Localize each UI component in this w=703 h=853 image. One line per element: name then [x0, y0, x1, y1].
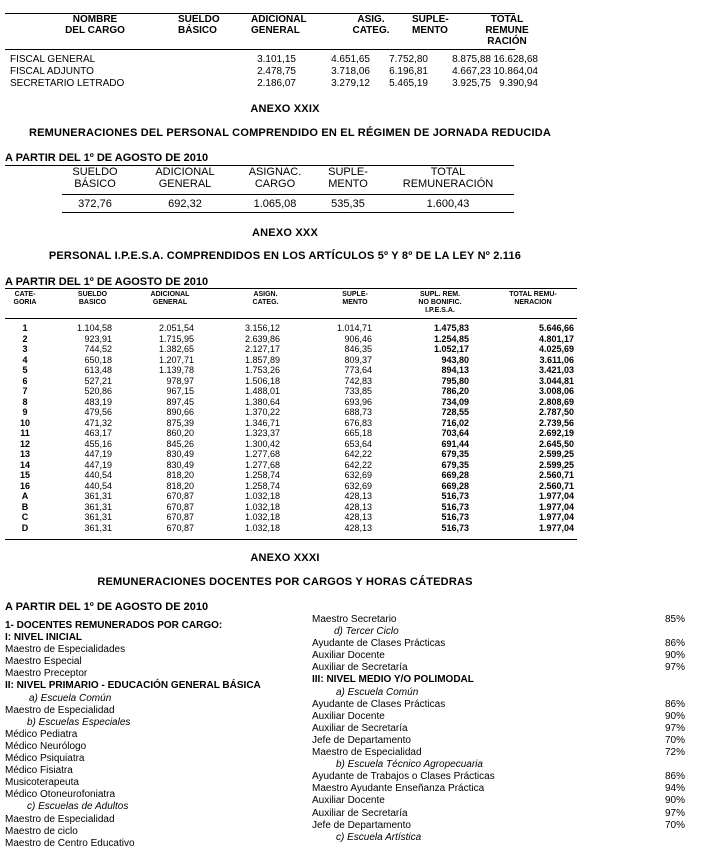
anexo31-right-item-label: Auxiliar Docente [312, 710, 385, 722]
anexo30-cell-value: 632,69 [344, 470, 372, 480]
anexo30-cell-categoria: 6 [22, 375, 28, 386]
anexo29-header-sueldo: SUELDO BÁSICO [72, 166, 118, 190]
anexo29-header-total: TOTAL REMUNERACIÓN [402, 166, 494, 190]
anexo30-cell-value: 2.645,50 [538, 438, 574, 449]
anexo30-header-rule [5, 318, 577, 319]
anexo30-row [0, 439, 580, 449]
anexo31-right-item-percent: 85% [664, 614, 685, 625]
anexo30-row [0, 460, 580, 470]
anexo30-cell-value: 1.207,71 [158, 354, 194, 365]
anexo30-cell-value: 613,48 [84, 365, 112, 375]
anexo31-right-item-label: Auxiliar de Secretaría [312, 662, 408, 674]
anexo30-cell-categoria: 2 [22, 333, 28, 344]
anexo30-cell-value: 670,87 [166, 491, 194, 501]
table1-cell-value: 3.718,06 [331, 66, 370, 77]
anexo31-left-item: Maestro Especial [5, 656, 82, 668]
anexo30-cell-value: 516,73 [441, 491, 469, 501]
table1-cell-value: 5.465,19 [389, 78, 428, 89]
anexo30-cell-value: 1.032,18 [244, 512, 280, 522]
anexo31-left-item: b) Escuelas Especiales [27, 716, 131, 728]
anexo30-row [0, 323, 580, 333]
anexo30-cell-value: 809,37 [344, 354, 372, 365]
anexo29-header-rule [62, 194, 514, 195]
anexo30-from: A PARTIR DEL 1º DE AGOSTO DE 2010 [5, 276, 209, 288]
anexo30-cell-value: 670,87 [166, 512, 194, 522]
anexo31-right-item-percent: 90% [664, 650, 685, 662]
anexo31-right-item [312, 650, 692, 662]
anexo30-cell-value: 923,91 [84, 333, 112, 344]
anexo30-row [0, 470, 580, 480]
anexo31-right-item [312, 783, 692, 795]
anexo31-right-item [312, 820, 692, 832]
anexo30-cell-value: 1.977,04 [538, 512, 574, 522]
anexo30-cell-value: 520,86 [84, 386, 112, 396]
anexo30-row [0, 334, 580, 344]
anexo31-left-list [5, 620, 305, 850]
anexo30-cell-value: 846,35 [344, 344, 372, 354]
anexo30-row [0, 491, 580, 501]
anexo29-value-asignac: 1.065,08 [253, 198, 297, 210]
anexo31-right-item-percent: 86% [664, 771, 685, 783]
anexo31-right-list [312, 614, 692, 844]
anexo30-cell-value: 463,17 [84, 428, 112, 438]
anexo30-cell-value: 2.560,71 [538, 480, 574, 491]
anexo30-cell-categoria: C [21, 512, 29, 522]
anexo30-cell-categoria: 14 [19, 459, 30, 470]
table1-cell-value: 16.628,68 [493, 54, 538, 65]
anexo30-row [0, 523, 580, 533]
anexo30-cell-value: 1.753,26 [244, 365, 280, 375]
anexo30-cell-categoria: 7 [22, 386, 28, 396]
anexo30-cell-value: 632,69 [344, 480, 372, 491]
anexo31-right-item [312, 699, 692, 711]
anexo30-cell-value: 728,55 [441, 407, 469, 417]
anexo30-cell-value: 471,32 [84, 417, 112, 428]
anexo30-header-asign: ASIGN. CATEG. [252, 291, 279, 306]
anexo30-cell-value: 679,35 [441, 459, 469, 470]
anexo30-cell-value: 1.032,18 [244, 491, 280, 501]
anexo30-cell-categoria: 13 [19, 449, 30, 459]
anexo29-value-adicional: 692,32 [168, 198, 202, 210]
anexo29-from: A PARTIR DEL 1º DE AGOSTO DE 2010 [5, 152, 209, 164]
anexo29-bottom-rule [62, 212, 514, 213]
anexo31-right-item-label: Maestro Secretario [312, 614, 397, 625]
anexo31-title: ANEXO XXXI [250, 552, 320, 564]
anexo30-cell-value: 1.258,74 [244, 480, 280, 491]
anexo30-cell-value: 2.787,50 [538, 407, 574, 417]
anexo31-right-item [312, 747, 692, 759]
anexo31-right-item-label: Auxiliar de Secretaría [312, 722, 408, 734]
anexo30-cell-value: 860,20 [166, 428, 194, 438]
anexo31-right-item [312, 711, 692, 723]
anexo30-row [0, 386, 580, 396]
anexo30-cell-value: 3.156,12 [244, 323, 280, 333]
anexo30-row [0, 428, 580, 438]
anexo30-cell-value: 890,66 [166, 407, 194, 417]
anexo31-left-item: Maestro de Especialidades [5, 644, 126, 656]
anexo31-right-item-percent: 94% [664, 783, 685, 795]
anexo30-top-rule [5, 288, 577, 289]
anexo30-cell-value: 1.346,71 [244, 417, 280, 428]
anexo30-cell-value: 679,35 [441, 449, 469, 459]
anexo30-cell-value: 3.611,06 [539, 354, 574, 365]
table1-cell-cargo: FISCAL ADJUNTO [10, 66, 94, 77]
anexo30-cell-value: 894,13 [441, 365, 469, 375]
anexo30-header-categoria: CATE- GORIA [13, 291, 37, 306]
anexo30-cell-value: 875,39 [166, 417, 194, 428]
table1-cell-value: 3.279,12 [331, 78, 370, 89]
anexo29-header-suplemento: SUPLE- MENTO [328, 166, 368, 190]
anexo31-right-item-percent: 97% [664, 807, 685, 819]
table1-cell-value: 2.478,75 [257, 66, 296, 77]
table1-cell-value: 9.390,94 [499, 78, 538, 89]
anexo31-left-item: I: NIVEL INICIAL [5, 632, 83, 644]
anexo30-cell-value: 516,73 [441, 501, 469, 512]
anexo30-cell-value: 447,19 [84, 459, 112, 470]
anexo30-cell-value: 1.977,04 [538, 522, 574, 533]
anexo31-left-item: Maestro de Especialidad [5, 813, 115, 825]
anexo31-right-item [312, 808, 692, 820]
anexo30-row [0, 481, 580, 491]
anexo30-cell-categoria: 8 [22, 396, 28, 407]
anexo31-right-item [312, 832, 692, 844]
anexo30-cell-value: 361,31 [84, 522, 112, 533]
table1 [0, 0, 560, 100]
anexo31-from: A PARTIR DEL 1º DE AGOSTO DE 2010 [5, 601, 209, 613]
anexo30-row [0, 418, 580, 428]
anexo30-cell-value: 527,21 [84, 375, 112, 386]
anexo30-cell-value: 2.560,71 [538, 470, 574, 480]
table1-cell-value: 3.925,75 [452, 78, 491, 89]
anexo31-right-item [312, 662, 692, 674]
anexo30-cell-value: 428,13 [344, 491, 372, 501]
anexo30-cell-value: 786,20 [441, 386, 469, 396]
anexo30-cell-categoria: 3 [22, 344, 28, 354]
anexo30-cell-value: 669,28 [441, 470, 469, 480]
anexo29-header-asignac: ASIGNAC. CARGO [248, 166, 302, 190]
table1-cell-value: 3.101,15 [257, 54, 296, 65]
anexo31-right-item-label: Ayudante de Clases Prácticas [312, 638, 446, 650]
anexo30-header-supl-rem: SUPL. REM. NO BONIFIC. I.P.E.S.A. [418, 291, 462, 314]
anexo31-left-item: Médico Psiquiatra [5, 753, 85, 765]
anexo30-cell-value: 4.025,69 [538, 344, 574, 354]
anexo30-cell-value: 1.258,74 [244, 470, 280, 480]
anexo30-cell-value: 1.300,42 [244, 438, 280, 449]
anexo30-cell-categoria: D [21, 522, 29, 533]
anexo30-cell-value: 1.857,89 [244, 354, 280, 365]
anexo30-row [0, 397, 580, 407]
anexo30-cell-categoria: 1 [22, 323, 28, 333]
anexo30-cell-value: 1.139,78 [158, 365, 194, 375]
anexo31-left-item: II: NIVEL PRIMARIO - EDUCACIÓN GENERAL BÁSICA [5, 680, 261, 692]
anexo30-cell-value: 1.370,22 [244, 407, 280, 417]
anexo30-cell-value: 650,18 [84, 354, 112, 365]
anexo31-right-item [312, 614, 692, 626]
anexo31-right-item-label: Auxiliar Docente [312, 650, 385, 662]
anexo31-right-item-label: Ayudante de Trabajos o Clases Prácticas [312, 771, 495, 783]
anexo30-cell-value: 428,13 [344, 512, 372, 522]
anexo30-cell-value: 2.739,56 [538, 417, 574, 428]
anexo30-cell-value: 703,64 [441, 428, 469, 438]
anexo30-cell-value: 1.014,71 [336, 323, 372, 333]
anexo30-cell-value: 693,96 [344, 396, 372, 407]
table1-cell-cargo: SECRETARIO LETRADO [10, 78, 125, 89]
anexo31-right-item-percent: 97% [664, 662, 685, 674]
anexo31-right-item-percent: 70% [664, 734, 685, 746]
anexo30-cell-value: 1.977,04 [538, 491, 574, 501]
table1-cell-value: 2.186,07 [257, 78, 296, 89]
anexo31-right-item-label: d) Tercer Ciclo [334, 626, 399, 638]
anexo30-cell-value: 642,22 [344, 449, 372, 459]
table1-row [0, 54, 540, 65]
anexo31-right-item [312, 795, 692, 807]
anexo31-right-item-percent: 86% [664, 698, 685, 710]
anexo30-cell-value: 943,80 [441, 354, 469, 365]
anexo31-right-item-percent: 90% [664, 710, 685, 722]
anexo30-header-adicional: ADICIONAL GENERAL [150, 291, 190, 306]
anexo31-left-item: a) Escuela Común [29, 692, 112, 704]
anexo31-right-item-percent: 86% [664, 638, 685, 650]
anexo30-cell-value: 733,85 [344, 386, 372, 396]
anexo30-cell-value: 428,13 [344, 501, 372, 512]
anexo30-row [0, 449, 580, 459]
anexo30-cell-value: 1.323,37 [244, 428, 280, 438]
table1-cell-value: 4.667,23 [452, 66, 491, 77]
anexo29-value-sueldo: 372,76 [78, 198, 112, 210]
anexo30-cell-categoria: 5 [22, 365, 28, 375]
anexo30-cell-value: 1.506,18 [244, 375, 280, 386]
anexo30-cell-value: 1.277,68 [244, 449, 280, 459]
anexo30-cell-categoria: 4 [22, 354, 28, 365]
anexo30-cell-value: 1.032,18 [244, 522, 280, 533]
anexo31-right-item-percent: 90% [664, 795, 685, 807]
anexo31-right-item-percent: 72% [664, 747, 685, 759]
table1-cell-cargo: FISCAL GENERAL [10, 54, 96, 65]
anexo30-cell-value: 967,15 [166, 386, 194, 396]
anexo30-cell-categoria: 16 [19, 480, 30, 491]
anexo31-right-item-label: Maestro Ayudante Enseñanza Práctica [312, 783, 485, 795]
anexo30-cell-value: 1.382,65 [158, 344, 194, 354]
anexo30-row [0, 376, 580, 386]
anexo30-cell-value: 440,54 [84, 480, 112, 491]
anexo31-left-item: Maestro de Centro Educativo [5, 837, 135, 849]
anexo30-cell-value: 428,13 [344, 522, 372, 533]
anexo31-left-item: Maestro Preceptor [5, 668, 88, 680]
anexo30-cell-value: 1.052,17 [433, 344, 469, 354]
anexo30-cell-value: 455,16 [84, 438, 112, 449]
anexo30-row [0, 355, 580, 365]
anexo30-cell-value: 1.104,58 [76, 323, 112, 333]
anexo30-cell-value: 2.692,19 [538, 428, 574, 438]
anexo30-cell-value: 2.127,17 [244, 344, 280, 354]
table1-header-adicional: ADICIONAL GENERAL [251, 14, 307, 36]
anexo31-right-item-label: III: NIVEL MEDIO Y/O POLIMODAL [312, 674, 474, 686]
anexo29-table [0, 166, 560, 216]
anexo30-bottom-rule [5, 539, 577, 540]
anexo30-cell-value: 1.277,68 [244, 459, 280, 470]
anexo30-cell-value: 447,19 [84, 449, 112, 459]
anexo30-cell-value: 361,31 [84, 501, 112, 512]
anexo30-cell-value: 1.475,83 [433, 323, 469, 333]
table1-cell-value: 10.864,04 [493, 66, 538, 77]
anexo30-row [0, 344, 580, 354]
anexo30-cell-value: 5.646,66 [538, 323, 574, 333]
anexo31-left-item: Médico Otoneurofoniatra [5, 789, 116, 801]
anexo31-right-item [312, 771, 692, 783]
anexo30-cell-value: 653,64 [344, 438, 372, 449]
anexo30-cell-value: 742,83 [344, 375, 372, 386]
anexo30-cell-value: 897,45 [166, 396, 194, 407]
anexo31-left-item: 1- DOCENTES REMUNERADOS POR CARGO: [5, 620, 223, 631]
table1-header-cargo: NOMBRE DEL CARGO [65, 14, 125, 36]
anexo30-cell-value: 716,02 [441, 417, 469, 428]
anexo30-cell-value: 906,46 [344, 333, 372, 344]
anexo30-cell-value: 2.808,69 [538, 396, 574, 407]
anexo30-cell-value: 773,64 [344, 365, 372, 375]
anexo30-cell-value: 830,49 [166, 449, 194, 459]
anexo30-cell-value: 1.254,85 [433, 333, 469, 344]
anexo31-subtitle: REMUNERACIONES DOCENTES POR CARGOS Y HORAS CÁTEDRAS [97, 576, 473, 588]
anexo30-cell-categoria: B [21, 501, 29, 512]
anexo29-value-total: 1.600,43 [426, 198, 470, 210]
table1-row [0, 66, 540, 77]
anexo30-cell-value: 818,20 [166, 480, 194, 491]
anexo30-cell-value: 978,97 [166, 375, 194, 386]
anexo29-title: ANEXO XXIX [250, 103, 320, 115]
anexo30-cell-value: 676,83 [344, 417, 372, 428]
anexo30-cell-value: 479,56 [84, 407, 112, 417]
anexo30-cell-value: 516,73 [441, 522, 469, 533]
anexo30-cell-value: 744,52 [84, 344, 112, 354]
anexo30-cell-value: 1.032,18 [244, 501, 280, 512]
anexo30-subtitle: PERSONAL I.P.E.S.A. COMPRENDIDOS EN LOS ARTÍCULOS 5º Y 8º DE LA LEY Nº 2.116 [48, 250, 522, 262]
anexo30-cell-value: 2.599,25 [538, 459, 574, 470]
anexo30-cell-value: 1.380,64 [244, 396, 280, 407]
anexo29-subtitle: REMUNERACIONES DEL PERSONAL COMPRENDIDO EN EL RÉGIMEN DE JORNADA REDUCIDA [28, 127, 552, 139]
anexo30-cell-value: 670,87 [166, 501, 194, 512]
anexo30-header-sueldo: SUELDO BASICO [77, 291, 108, 306]
anexo30-cell-value: 691,44 [441, 438, 469, 449]
anexo31-left-item: Maestro de Especialidad [5, 704, 115, 716]
anexo31-right-item-label: Jefe de Departamento [312, 734, 411, 746]
anexo31-right-item [312, 626, 692, 638]
anexo30-cell-value: 1.488,01 [244, 386, 280, 396]
table1-cell-value: 8.875,88 [452, 54, 491, 65]
anexo30-cell-categoria: 10 [19, 417, 30, 428]
anexo31-right-item-label: b) Escuela Técnico Agropecuaria [336, 759, 483, 771]
anexo30-cell-value: 1.715,95 [158, 333, 194, 344]
anexo30-cell-value: 483,19 [84, 396, 112, 407]
anexo30-cell-value: 4.801,17 [538, 333, 574, 344]
anexo31-right-item [312, 759, 692, 771]
anexo31-left-item: Maestro de ciclo [5, 825, 78, 837]
anexo29-header-adicional: ADICIONAL GENERAL [155, 166, 215, 190]
anexo30-cell-value: 818,20 [166, 470, 194, 480]
anexo30-cell-value: 440,54 [84, 470, 112, 480]
table1-header-sueldo: SUELDO BÁSICO [178, 14, 220, 36]
anexo31-right-item-label: Ayudante de Clases Prácticas [312, 698, 446, 710]
anexo31-left-item: Médico Fisiatra [5, 765, 73, 777]
anexo30-cell-value: 845,26 [166, 438, 194, 449]
anexo31-left-item: Musicoterapeuta [5, 777, 79, 789]
anexo30-row [0, 365, 580, 375]
anexo31-right-item [312, 687, 692, 699]
table1-header-total: TOTAL REMUNE RACIÓN [485, 14, 529, 47]
anexo31-right-item-label: Maestro de Especialidad [312, 747, 422, 759]
anexo30-cell-value: 3.421,03 [538, 365, 574, 375]
anexo31-right-item-label: Auxiliar de Secretaría [312, 807, 408, 819]
table1-cell-value: 4.651,65 [331, 54, 370, 65]
anexo31-right-item [312, 674, 692, 686]
anexo30-cell-categoria: A [21, 491, 29, 501]
anexo30-cell-value: 669,28 [441, 480, 469, 491]
anexo30-cell-value: 642,22 [344, 459, 372, 470]
anexo30-cell-value: 516,73 [441, 512, 469, 522]
anexo30-title: ANEXO XXX [252, 227, 318, 239]
anexo30-header-suplemento: SUPLE- MENTO [342, 291, 368, 306]
anexo30-row [0, 502, 580, 512]
anexo31-left-item: Médico Pediatra [5, 728, 78, 740]
anexo30-cell-value: 830,49 [166, 459, 194, 470]
anexo30-cell-value: 688,73 [344, 407, 372, 417]
anexo31-right-item-label: c) Escuela Artística [336, 831, 422, 843]
anexo31-left-item: c) Escuelas de Adultos [27, 801, 129, 813]
anexo31-right-item [312, 735, 692, 747]
anexo30-cell-categoria: 11 [20, 428, 30, 438]
anexo30-cell-categoria: 9 [22, 407, 28, 417]
anexo31-right-item-label: Jefe de Departamento [312, 819, 411, 831]
table1-header-suplemento: SUPLE- MENTO [412, 14, 449, 36]
anexo30-row [0, 512, 580, 522]
anexo30-row [0, 407, 580, 417]
anexo31-right-item-percent: 97% [664, 722, 685, 734]
table1-header-asig: ASIG. CATEG. [352, 14, 390, 36]
anexo31-right-item [312, 723, 692, 735]
anexo30-cell-value: 670,87 [166, 522, 194, 533]
anexo30-cell-value: 1.977,04 [538, 501, 574, 512]
anexo31-right-item [312, 638, 692, 650]
anexo31-right-item-label: Auxiliar Docente [312, 795, 385, 807]
anexo30-cell-value: 734,09 [441, 396, 469, 407]
table1-cell-value: 6.196,81 [389, 66, 428, 77]
anexo31-left-item: Médico Neurólogo [5, 740, 87, 752]
anexo30-cell-value: 2.639,86 [244, 333, 280, 344]
anexo30-cell-value: 795,80 [441, 375, 469, 386]
anexo30-cell-value: 3.008,06 [538, 386, 574, 396]
anexo30-cell-value: 361,31 [84, 491, 112, 501]
anexo30-cell-value: 361,31 [84, 512, 112, 522]
anexo31-right-item-percent: 70% [664, 819, 685, 831]
anexo30-header-total: TOTAL REMU- NERACION [509, 291, 557, 306]
anexo30-cell-categoria: 15 [19, 470, 30, 480]
anexo30-cell-value: 2.599,25 [538, 449, 574, 459]
anexo31-right-item-label: a) Escuela Común [336, 686, 419, 698]
anexo30-cell-categoria: 12 [19, 438, 30, 449]
anexo30-cell-value: 665,18 [344, 428, 372, 438]
table1-header-rule [5, 49, 515, 50]
anexo30-cell-value: 3.044,81 [538, 375, 574, 386]
anexo29-value-suplemento: 535,35 [331, 198, 365, 210]
anexo30-cell-value: 2.051,54 [158, 323, 194, 333]
table1-cell-value: 7.752,80 [389, 54, 428, 65]
table1-row [0, 78, 540, 89]
